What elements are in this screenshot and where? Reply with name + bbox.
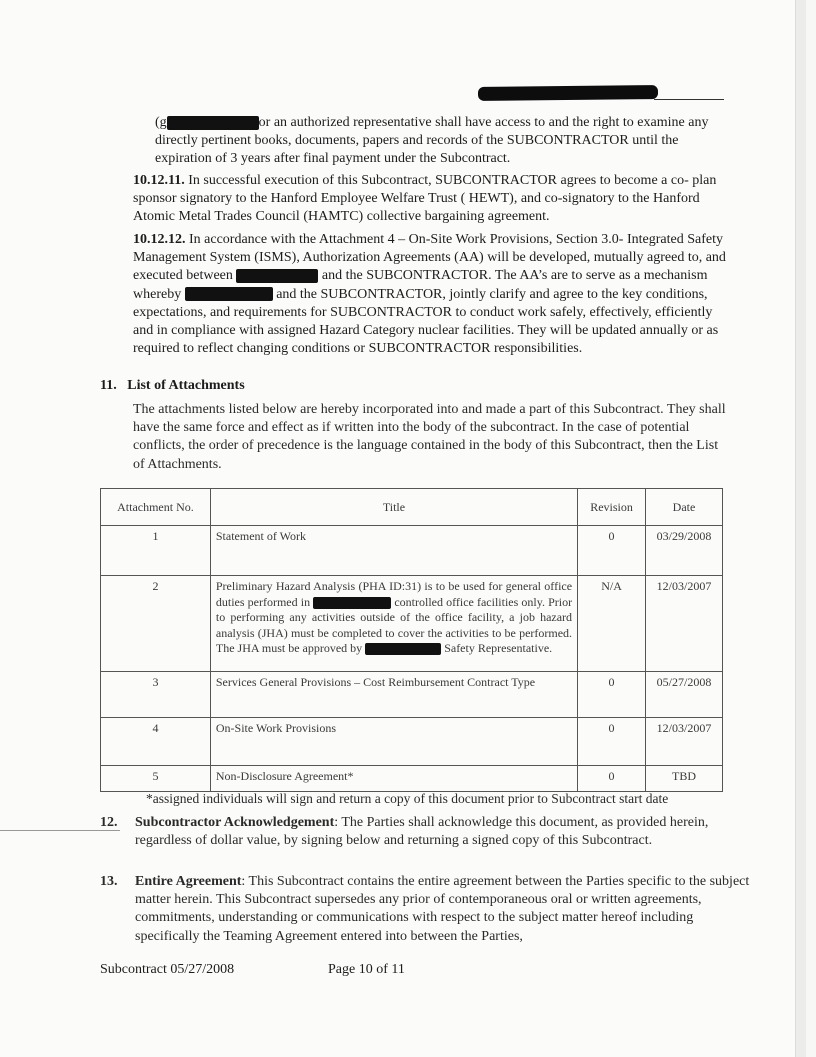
redaction-mark: [167, 116, 259, 130]
paragraph-text: In successful execution of this Subcontract, SUBCONTRACTOR agrees to become a co- plan sponsor signatory to the Hanford Employee Welfare Trust ( HEWT), and co-signatory to the Hanford Atomic Metal Trades Council (HAMTC) collective bargaining agreement.: [133, 173, 717, 225]
attachment-date: 12/03/2007: [646, 718, 723, 766]
column-header: Title: [210, 489, 577, 526]
column-header: Attachment No.: [101, 489, 211, 526]
attachment-title: Preliminary Hazard Analysis (PHA ID:31) is to be used for general office duties performed in controlled office facilities only. Prior to performing any activities outside of the office facility, a job hazard analysis (JHA) must be completed to cover the activities to be performed. The JHA must be approved by Safety Representative.: [210, 576, 577, 672]
footer-subcontract-date: Subcontract 05/27/2008: [100, 962, 235, 977]
redaction-mark: [365, 643, 441, 655]
column-header: Revision: [578, 489, 646, 526]
attachments-table: [100, 488, 723, 792]
table-header-row: [101, 489, 723, 526]
attachment-date: 12/03/2007: [646, 576, 723, 672]
attachment-revision: N/A: [578, 576, 646, 672]
column-header: Date: [646, 489, 723, 526]
paragraph-number: 10.12.12.: [133, 232, 186, 247]
attachment-revision: 0: [578, 672, 646, 718]
attachment-title: On-Site Work Provisions: [210, 718, 577, 766]
redaction-mark: [313, 597, 391, 609]
section-number: 12.: [100, 815, 118, 830]
attachment-revision: 0: [578, 766, 646, 792]
table-footnote: *assigned individuals will sign and return a copy of this document prior to Subcontract start date: [146, 791, 669, 806]
table-row: [101, 766, 723, 792]
attachment-revision: 0: [578, 526, 646, 576]
section-11-text: The attachments listed below are hereby incorporated into and made a part of this Subcontract. They shall have the same force and effect as if written into the body of the subcontract. In the case of potential conflicts, the order of precedence is the language contained in the body of this Subcontract, then the List of Attachments.: [133, 402, 726, 472]
section-heading: Subcontractor Acknowledgement: [135, 815, 335, 830]
table-row: [101, 672, 723, 718]
header-rule: [654, 99, 724, 100]
paragraph-number: 10.12.11.: [133, 173, 185, 188]
section-13: 13. Entire Agreement: This Subcontract contains the entire agreement between the Parties specific to the subject matter herein. This Subcontract supersedes any prior of contemporaneous oral or written agreements, commitments, understanding or communications with respect to the subject matter hereof including specifically the Teaming Agreement entered into between the Parties,: [100, 874, 750, 944]
attachment-title: Statement of Work: [210, 526, 577, 576]
redaction-mark: [478, 85, 658, 101]
attachment-no: 1: [101, 526, 211, 576]
section-12: 12. Subcontractor Acknowledgement: The Parties shall acknowledge this document, as provided herein, regardless of dollar value, by signing below and returning a signed copy of this Subcontract.: [100, 815, 709, 849]
attachment-date: 05/27/2008: [646, 672, 723, 718]
table-row: [101, 576, 723, 672]
intro-paragraph: (g or an authorized representative shall have access to and the right to examine any directly pertinent books, documents, papers and records of the SUBCONTRACTOR until the expiration of 3 years after final payment under the Subcontract.: [155, 115, 709, 167]
section-11-heading: 11. List of Attachments: [100, 378, 245, 393]
attachment-no: 3: [101, 672, 211, 718]
table-row: [101, 526, 723, 576]
section-heading: Entire Agreement: [135, 874, 242, 889]
footer-page-number: Page 10 of 11: [328, 962, 405, 977]
attachment-no: 5: [101, 766, 211, 792]
attachment-date: TBD: [646, 766, 723, 792]
paragraph-10-12-11: [133, 172, 727, 227]
section-number: 13.: [100, 874, 118, 889]
attachment-title: Non-Disclosure Agreement*: [210, 766, 577, 792]
table-row: [101, 718, 723, 766]
redaction-mark: [236, 269, 318, 283]
redaction-mark: [185, 287, 273, 301]
paragraph-10-12-12: 10.12.12. In accordance with the Attachment 4 – On-Site Work Provisions, Section 3.0- Integrated Safety Management System (ISMS), Authorization Agreements (AA) will be developed, mutually agreed to, and executed between and the SUBCONTRACTOR. The AA’s are to serve as a mechanism whereby and the SUBCONTRACTOR, jointly clarify and agree to the key conditions, expectations, and requirements for SUBCONTRACTOR to conduct work safely, effectively, efficiently and in compliance with assigned Hazard Category nuclear facilities. They will be updated annually or as required to reflect changing conditions or SUBCONTRACTOR responsibilities.: [133, 232, 726, 357]
attachment-revision: 0: [578, 718, 646, 766]
attachment-date: 03/29/2008: [646, 526, 723, 576]
page-edge: [795, 0, 806, 1057]
attachment-no: 2: [101, 576, 211, 672]
attachment-no: 4: [101, 718, 211, 766]
attachment-title: Services General Provisions – Cost Reimbursement Contract Type: [210, 672, 577, 718]
